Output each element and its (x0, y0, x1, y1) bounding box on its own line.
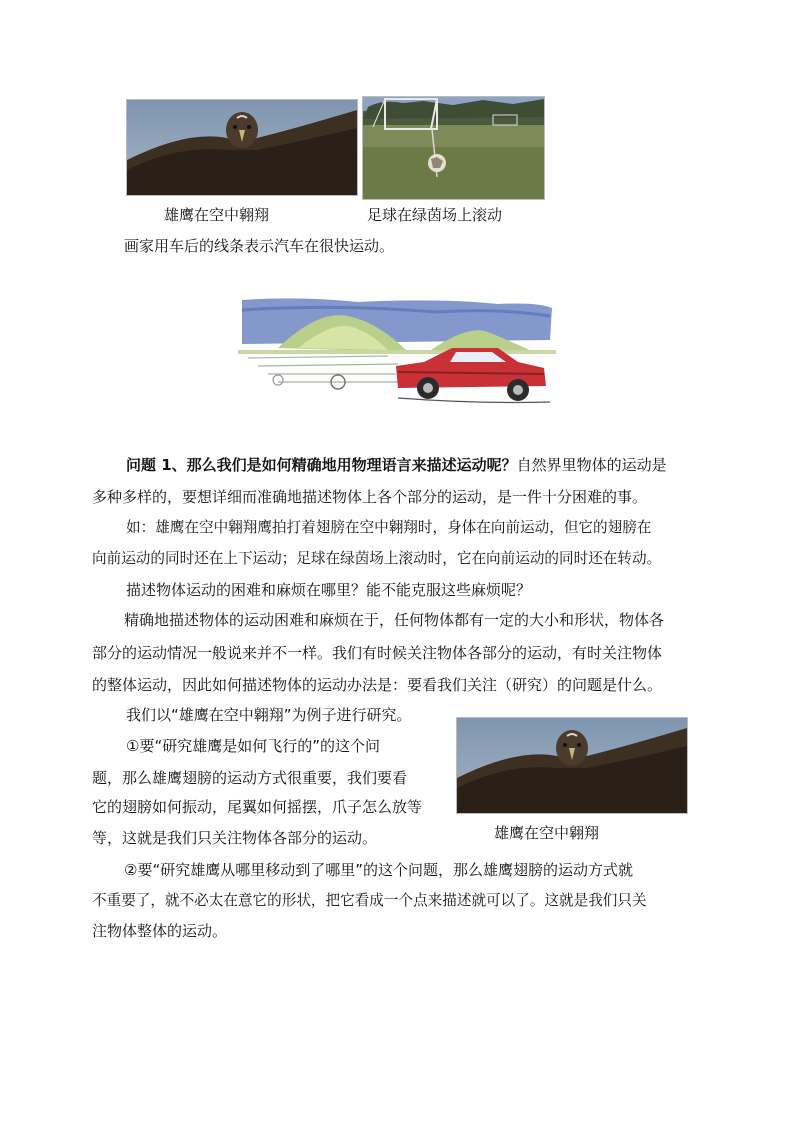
p2-line-2: 向前运动的同时还在上下运动；足球在绿茵场上滚动时，它在向前运动的同时还在转动。 (92, 550, 662, 567)
p7-line-3: 注物体整体的运动。 (92, 922, 228, 940)
question-1-heading: 问题 1、那么我们是如何精确地用物理语言来描述运动呢？ (126, 456, 517, 474)
p4-line-1: 精确地描述物体的运动困难和麻烦在于，任何物体都有一定的大小和形状，物体各 (124, 611, 665, 629)
speeding-car-illustration (238, 296, 556, 408)
car-intro: 画家用车后的线条表示汽车在很快运动。 (124, 237, 395, 255)
p1-line-2: 多种多样的，要想详细而准确地描述物体上各个部分的运动，是一件十分困难的事。 (92, 488, 648, 506)
p7-line-1: ②要“研究雄鹰从哪里移动到了哪里”的这个问题，那么雄鹰翅膀的运动方式就 (124, 861, 633, 879)
p7-line-2: 不重要了，就不必太在意它的形状，把它看成一个点来描述就可以了。这就是我们只关 (92, 892, 647, 909)
p6-line-4: 等，这就是我们只关注物体各部分的运动。 (92, 829, 378, 847)
p6-line-2: 题，那么雄鹰翅膀的运动方式很重要，我们要看 (92, 769, 408, 787)
p3: 描述物体运动的困难和麻烦在哪里？能不能克服这些麻烦呢？ (126, 581, 532, 599)
eagle-photo (126, 99, 358, 196)
football-photo (362, 96, 545, 200)
eagle-caption-2: 雄鹰在空中翱翔 (494, 824, 600, 842)
football-caption: 足球在绿茵场上滚动 (367, 206, 503, 224)
p6-line-1: ①要“研究雄鹰是如何飞行的”的这个问 (126, 737, 380, 755)
p4-line-3: 的整体运动，因此如何描述物体的运动办法是：要看我们关注（研究）的问题是什么。 (92, 676, 663, 694)
question-1-rest: 自然界里物体的运动是 (516, 456, 667, 474)
p6-line-3: 它的翅膀如何振动，尾翼如何摇摆，爪子怎么放等 (92, 798, 423, 816)
eagle-caption: 雄鹰在空中翱翔 (164, 206, 270, 224)
p5: 我们以“雄鹰在空中翱翔”为例子进行研究。 (126, 706, 412, 724)
question-1 (126, 455, 667, 475)
p2-line-1: 如：雄鹰在空中翱翔鹰拍打着翅膀在空中翱翔时，身体在向前运动，但它的翅膀在 (126, 519, 652, 536)
eagle-photo-2 (456, 717, 688, 814)
p4-line-2: 部分的运动情况一般说来并不一样。我们有时候关注物体各部分的运动，有时关注物体 (92, 644, 663, 662)
